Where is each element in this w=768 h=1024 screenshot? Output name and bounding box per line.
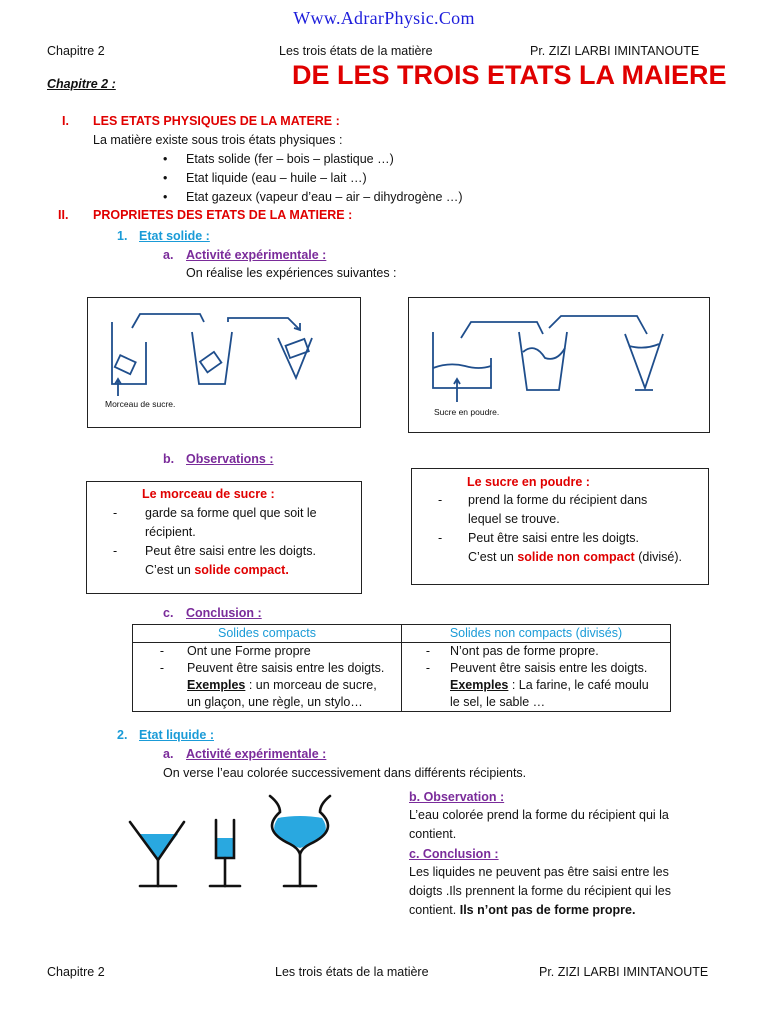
- obs-powder-conclusion: C’est un solide non compact (divisé).: [468, 550, 682, 564]
- liquid-conclusion-line3: contient. Ils n’ont pas de forme propre.: [409, 903, 636, 917]
- liquid-conclusion-line2: doigts .Ils prennent la forme du récipient qui les: [409, 884, 671, 898]
- footer-chapter: Chapitre 2: [47, 965, 105, 979]
- sub-2a-number: a.: [163, 747, 174, 761]
- obs-powder-title: Le sucre en poudre :: [467, 475, 590, 489]
- liquid-conclusion-line1: Les liquides ne peuvent pas être saisi entre les: [409, 865, 669, 879]
- section-1-number: I.: [62, 114, 69, 128]
- sub-2a-heading: Activité expérimentale :: [186, 747, 327, 761]
- sub-1-heading: Etat solide :: [139, 229, 210, 243]
- sub-1b-heading: Observations :: [186, 452, 274, 466]
- bullet-liquid: • Etat liquide (eau – huile – lait …): [163, 171, 367, 185]
- table-header-compact: Solides compacts: [133, 625, 402, 643]
- footer-topic: Les trois états de la matière: [275, 965, 429, 979]
- section-2-heading: PROPRIETES DES ETATS DE LA MATIERE :: [93, 208, 353, 222]
- sub-1-number: 1.: [117, 229, 128, 243]
- section-2-number: II.: [58, 208, 69, 222]
- header-topic: Les trois états de la matière: [279, 44, 433, 58]
- liquid-observation-line2: contient.: [409, 827, 457, 841]
- chapter-label: Chapitre 2 :: [47, 77, 116, 91]
- site-url[interactable]: Www.AdrarPhysic.Com: [293, 8, 475, 28]
- observation-powder-sugar: [411, 468, 709, 585]
- table-cell-compact: - Ont une Forme propre - Peuvent être saisis entre les doigts. Exemples : un morceau de sucre, un glaçon, une règle, un stylo…: [133, 643, 402, 712]
- figure-sugar-cube: [87, 297, 361, 428]
- footer-author: Pr. ZIZI LARBI IMINTANOUTE: [539, 965, 709, 979]
- obs-cube-title: Le morceau de sucre :: [142, 487, 275, 501]
- sub-1a-text: On réalise les expériences suivantes :: [186, 266, 397, 280]
- observation-sugar-cube: [86, 481, 362, 594]
- table-cell-non-compact: - N’ont pas de forme propre. - Peuvent être saisis entre les doigts. Exemples : La farine, le café moulu le sel, le sable …: [402, 643, 671, 712]
- sub-1a-heading: Activité expérimentale :: [186, 248, 327, 262]
- obs-cube-line3: - Peut être saisi entre les doigts.: [113, 544, 316, 558]
- sub-2-heading: Etat liquide :: [139, 728, 214, 742]
- header-chapter: Chapitre 2: [47, 44, 105, 58]
- sub-2-number: 2.: [117, 728, 128, 742]
- section-1-heading: LES ETATS PHYSIQUES DE LA MATERE :: [93, 114, 340, 128]
- caption-powder-sugar: Sucre en poudre.: [434, 407, 500, 417]
- sub-1b-number: b.: [163, 452, 175, 466]
- section-1-intro: La matière existe sous trois états physiques :: [93, 133, 343, 147]
- sub-1a-number: a.: [163, 248, 174, 262]
- obs-cube-line1: - garde sa forme quel que soit le: [113, 506, 317, 520]
- obs-powder-line2: lequel se trouve.: [468, 512, 560, 526]
- bullet-gas: • Etat gazeux (vapeur d’eau – air – dihydrogène …): [163, 190, 463, 204]
- obs-cube-line2: récipient.: [145, 525, 196, 539]
- sub-1c-number: c.: [163, 606, 174, 620]
- obs-powder-line3: - Peut être saisi entre les doigts.: [438, 531, 639, 545]
- conclusion-table: [132, 624, 671, 712]
- page-title: DE LES TROIS ETATS LA MAIERE: [292, 60, 727, 90]
- sub-1c-heading: Conclusion :: [186, 606, 262, 620]
- figure-powder-sugar: [408, 297, 710, 433]
- liquid-containers-figure: [120, 790, 360, 900]
- header-author: Pr. ZIZI LARBI IMINTANOUTE: [530, 44, 700, 58]
- liquid-conclusion-heading: c. Conclusion :: [409, 847, 499, 861]
- obs-cube-conclusion: C’est un solide compact.: [145, 563, 289, 577]
- sub-2a-text: On verse l’eau colorée successivement dans différents récipients.: [163, 766, 527, 780]
- caption-sugar-cube: Morceau de sucre.: [105, 399, 176, 409]
- liquid-observation-heading: b. Observation :: [409, 790, 505, 804]
- liquid-observation-line1: L’eau colorée prend la forme du récipient qui la: [409, 808, 669, 822]
- bullet-solid: • Etats solide (fer – bois – plastique …): [163, 152, 394, 166]
- obs-powder-line1: - prend la forme du récipient dans: [438, 493, 648, 507]
- table-header-non-compact: Solides non compacts (divisés): [402, 625, 671, 643]
